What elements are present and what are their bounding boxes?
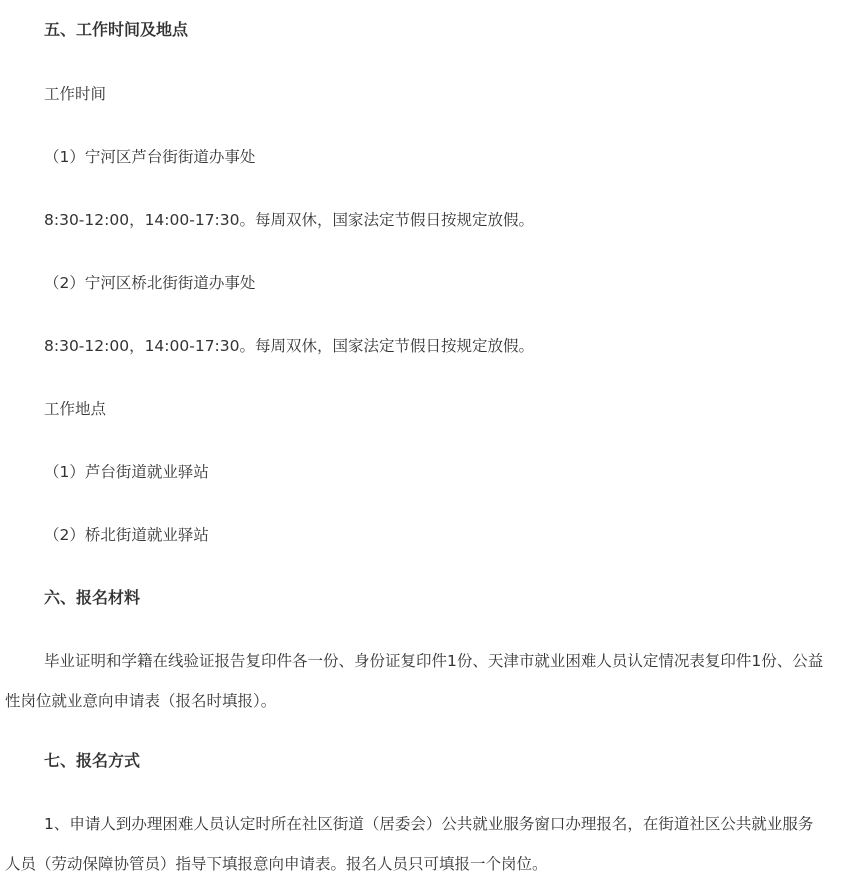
- office-hours-qiaobei: 8:30-12:00，14:00-17:30。每周双休，国家法定节假日按规定放假。: [44, 337, 534, 355]
- work-place-qiaobei: （2）桥北街道就业驿站: [44, 526, 209, 544]
- work-place-label: 工作地点: [44, 400, 107, 418]
- work-time-label: 工作时间: [44, 85, 107, 103]
- office-name-qiaobei: （2）宁河区桥北街街道办事处: [44, 274, 256, 292]
- application-materials-paragraph: 毕业证明和学籍在线验证报告复印件各一份、身份证复印件1份、天津市就业困难人员认定情况表复印件1份、公益性岗位就业意向申请表（报名时填报）。: [5, 652, 824, 710]
- application-method-paragraph: 1、申请人到办理困难人员认定时所在社区街道（居委会）公共就业服务窗口办理报名，在街道社区公共就业服务人员（劳动保障协管员）指导下填报意向申请表。报名人员只可填报一个岗位。: [5, 815, 814, 873]
- section-heading-work-time-location: 五、工作时间及地点: [44, 20, 189, 39]
- work-place-lutai: （1）芦台街道就业驿站: [44, 463, 209, 481]
- section-heading-application-method: 七、报名方式: [44, 751, 141, 770]
- section-heading-application-materials: 六、报名材料: [44, 588, 141, 607]
- office-name-lutai: （1）宁河区芦台街街道办事处: [44, 148, 256, 166]
- office-hours-lutai: 8:30-12:00，14:00-17:30。每周双休，国家法定节假日按规定放假。: [44, 211, 534, 229]
